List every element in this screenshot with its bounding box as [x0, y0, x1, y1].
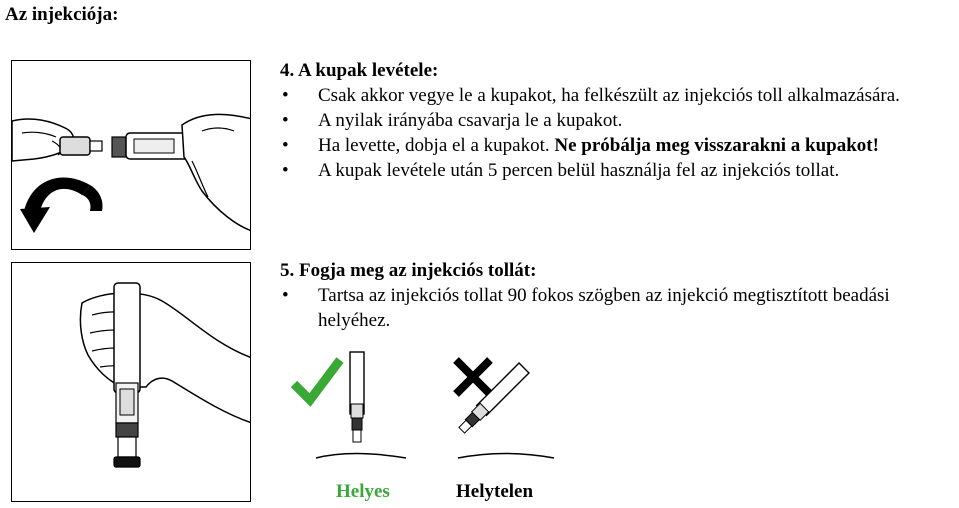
page-heading: Az injekciója: [5, 4, 119, 25]
checkmark-icon [294, 360, 340, 400]
pen-grip-drawing [12, 263, 251, 502]
step-4-title: 4. A kupak levétele: [280, 60, 439, 81]
step-5-list [280, 283, 955, 333]
step-4-list [280, 83, 955, 183]
incorrect-angle-figure [450, 346, 570, 466]
step-5-section [280, 258, 955, 333]
cross-icon [456, 360, 490, 394]
list-item-text: A kupak levétele után 5 percen belül használja fel az injekciós tollat. [318, 160, 840, 181]
bullet-icon: • [282, 160, 289, 181]
list-item [280, 158, 955, 183]
warning-text: Ne próbálja meg visszarakni a kupakot! [554, 135, 879, 156]
correct-label: Helyes [336, 481, 390, 502]
list-item-text: Ha levette, dobja el a kupakot. [318, 135, 555, 156]
list-item-text: Csak akkor vegye le a kupakot, ha felkészült az injekciós toll alkalmazására. [318, 85, 900, 106]
step-4-section [280, 58, 955, 183]
incorrect-label: Helytelen [456, 481, 534, 502]
list-item [280, 283, 955, 333]
list-item-text: A nyilak irányába csavarja le a kupakot. [318, 110, 623, 131]
pen-grip-illustration [11, 262, 251, 502]
step-5-title: 5. Fogja meg az injekciós tollát: [280, 260, 537, 281]
list-item [280, 133, 955, 158]
list-item-text: Tartsa az injekciós tollat 90 fokos szögben az injekció megtisztított beadási helyéhez. [318, 285, 890, 331]
correct-angle-figure [290, 346, 410, 466]
bullet-icon: • [282, 135, 289, 156]
bullet-icon: • [282, 85, 289, 106]
bullet-icon: • [282, 110, 289, 131]
list-item [280, 108, 955, 133]
cap-removal-drawing [12, 61, 251, 250]
cap-removal-illustration [11, 60, 251, 250]
bullet-icon: • [282, 285, 289, 306]
list-item [280, 83, 955, 108]
